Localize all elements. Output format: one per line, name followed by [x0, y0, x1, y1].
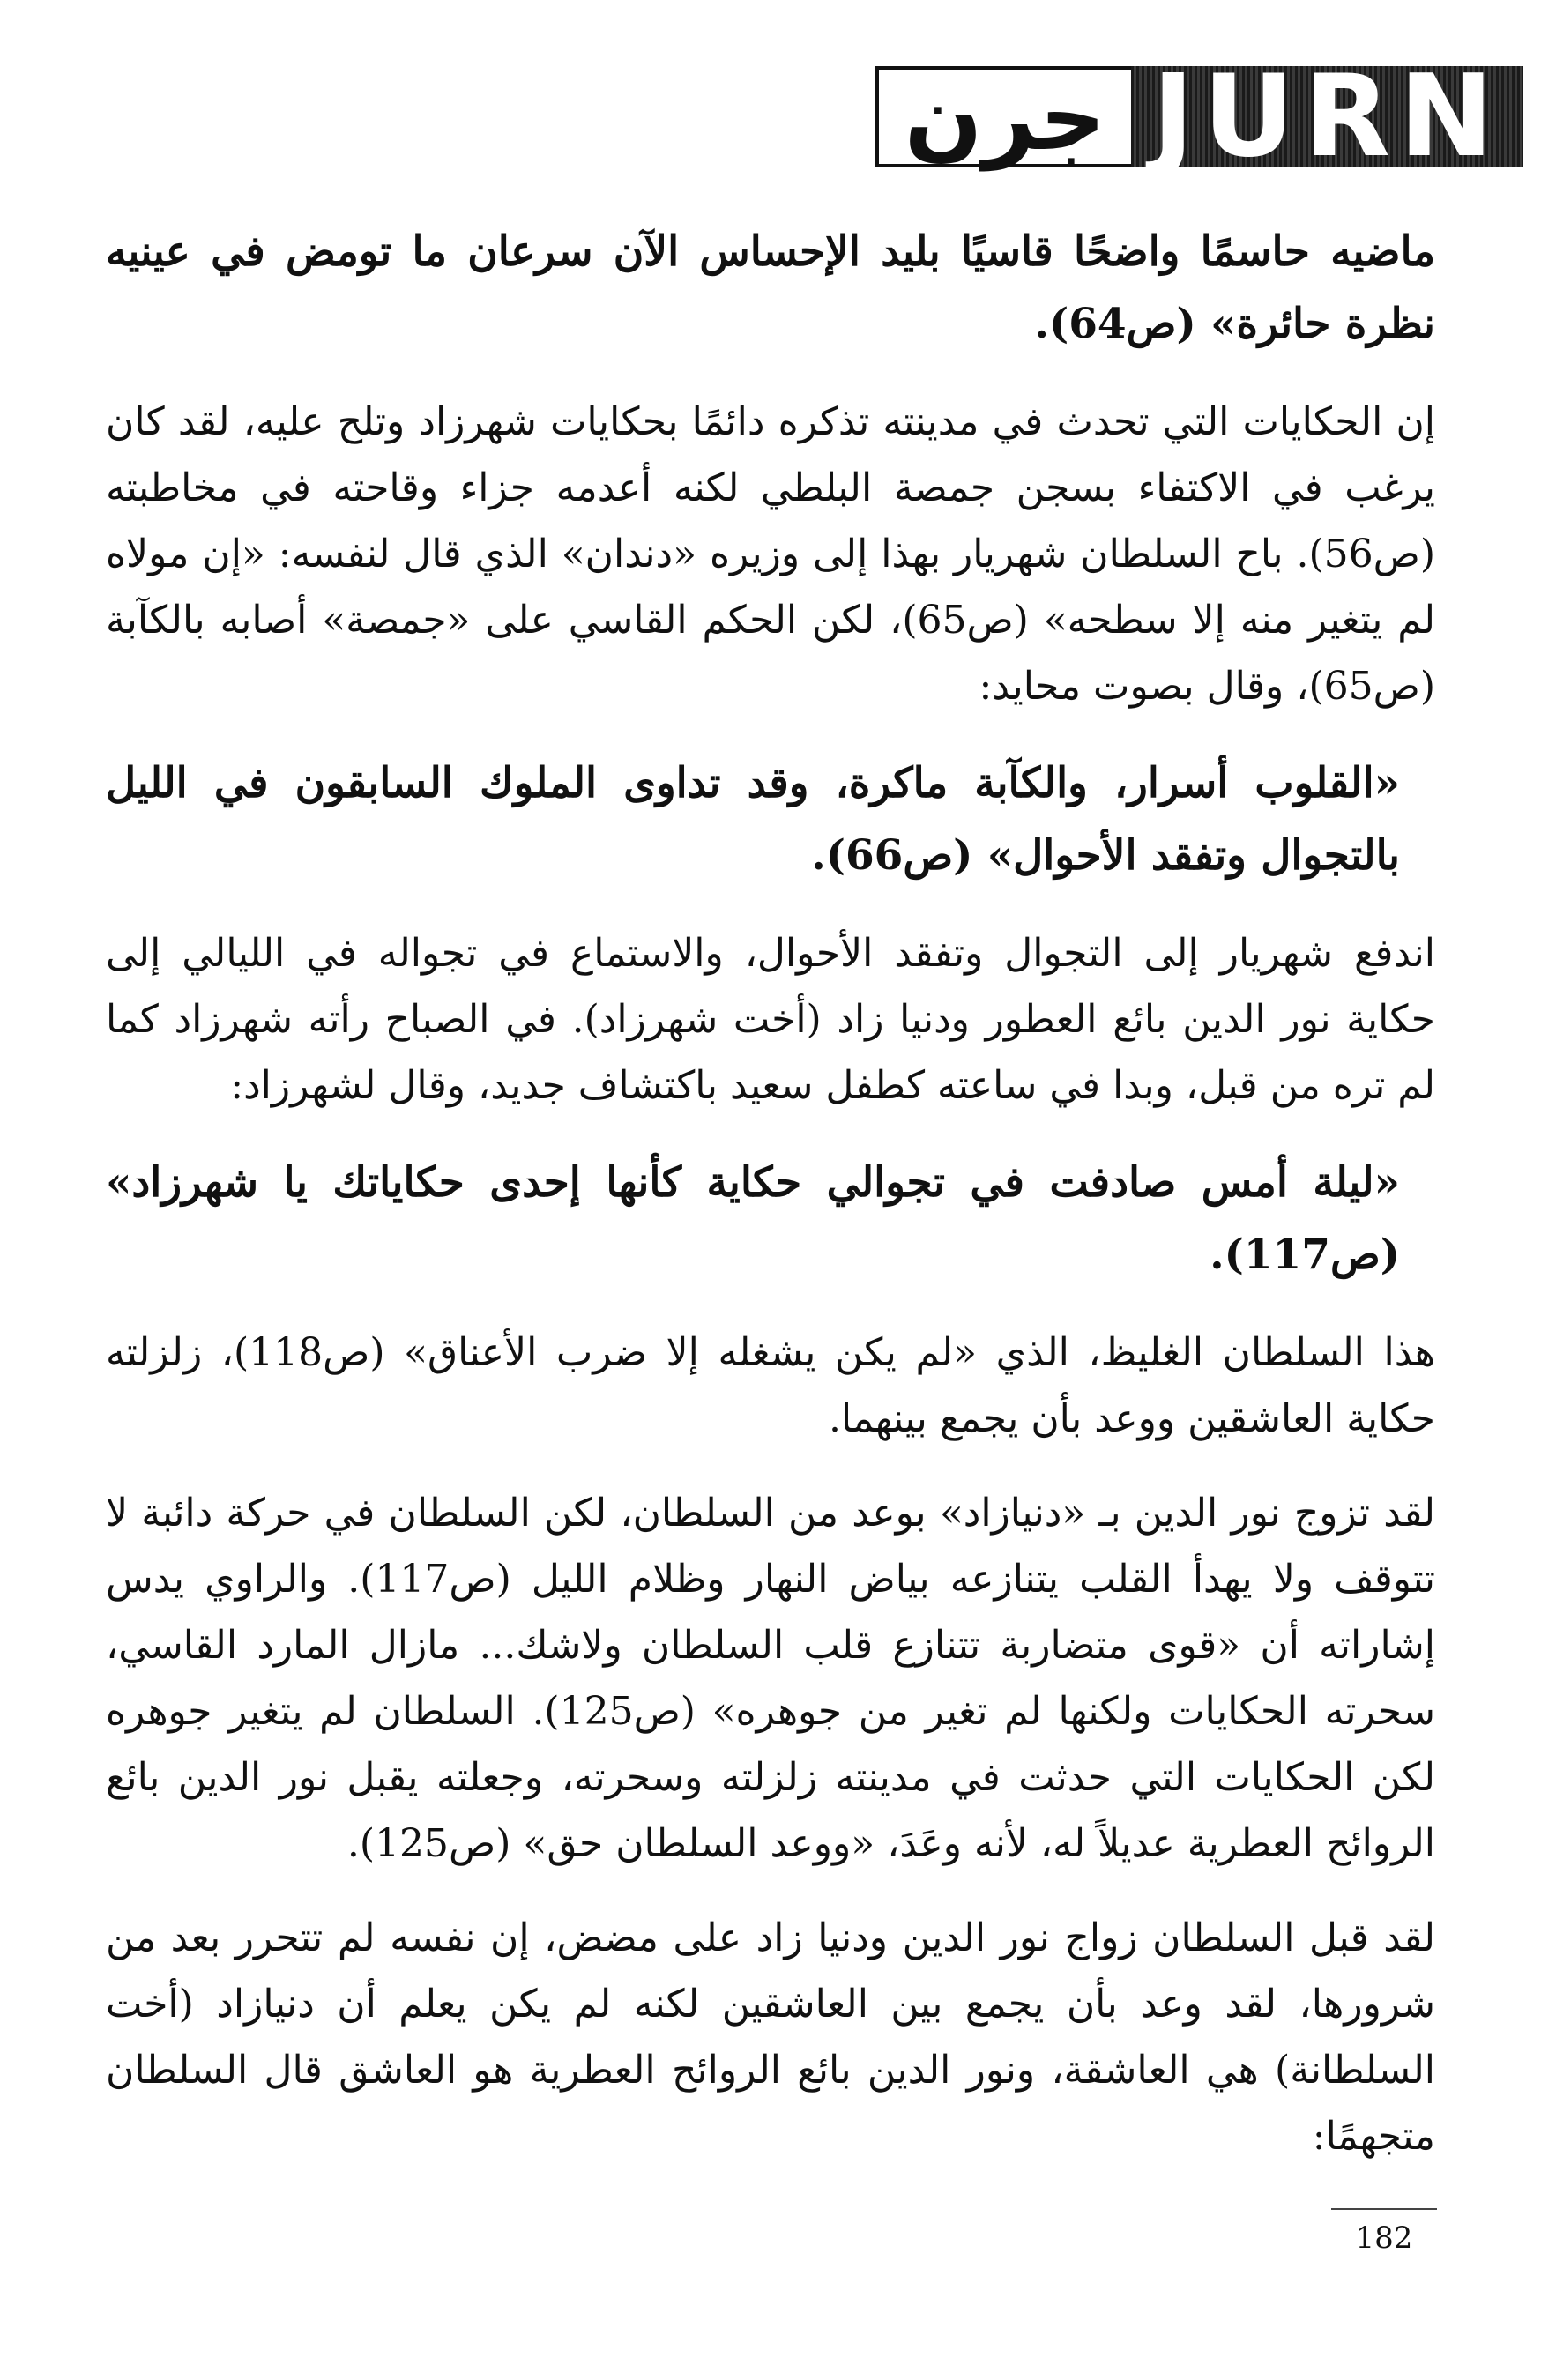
quote-block: «ليلة أمس صادفت في تجوالي حكاية كأنها إحدى حكاياتك يا شهرزاد» (ص117).	[106, 1158, 1400, 1279]
quote-block: ماضيه حاسمًا واضحًا قاسيًا بليد الإحساس الآن سرعان ما تومض في عينيه نظرة حائرة» (ص64).	[106, 227, 1435, 348]
page-body	[106, 216, 1435, 2198]
body-paragraph: إن الحكايات التي تحدث في مدينته تذكره دائمًا بحكايات شهرزاد وتلح عليه، لقد كان يرغب في الاكتفاء بسجن جمصة البلطي لكنه أعدمه جزاء وقاحته في مخاطبته (ص56). باح السلطان شهريار بهذا إلى وزيره «دندان» الذي قال لنفسه: «إن مولاه لم يتغير منه إلا سطحه» (ص65)، لكن الحكم القاسي على «جمصة» أصابه بالكآبة (ص65)، وقال بصوت محايد:	[106, 399, 1435, 709]
page-number: 182	[1331, 2208, 1437, 2256]
body-paragraph: اندفع شهريار إلى التجوال وتفقد الأحوال، والاستماع في تجواله في الليالي إلى حكاية نور الدين بائع العطور ودنيا زاد (أخت شهرزاد). في الصباح رأته شهرزاد كما لم تره من قبل، وبدا في ساعته كطفل سعيد باكتشاف جديد، وقال لشهرزاد:	[106, 931, 1435, 1108]
body-paragraph: لقد قبل السلطان زواج نور الدين ودنيا زاد على مضض، إن نفسه لم تتحرر بعد من شرورها، لقد وعد بأن يجمع بين العاشقين لكنه لم يكن يعلم أن دنيازاد (أخت السلطانة) هي العاشقة، ونور الدين بائع الروائح العطرية هو العاشق قال السلطان متجهمًا:	[106, 1915, 1435, 2159]
logo-latin-text: JURN	[1131, 66, 1523, 167]
quote-block: «القلوب أسرار، والكآبة ماكرة، وقد تداوى الملوك السابقون في الليل بالتجوال وتفقد الأحوال» (ص66).	[106, 759, 1400, 880]
body-paragraph: هذا السلطان الغليظ، الذي «لم يكن يشغله إلا ضرب الأعناق» (ص118)، زلزلته حكاية العاشقين ووعد بأن يجمع بينهما.	[106, 1330, 1435, 1441]
body-paragraph: لقد تزوج نور الدين بـ «دنيازاد» بوعد من السلطان، لكن السلطان في حركة دائبة لا تتوقف ولا يهدأ القلب يتنازعه بياض النهار وظلام الليل (ص117). والراوي يدس إشاراته أن «قوى متضاربة تتنازع قلب السلطان ولاشك... مازال المارد القاسي، سحرته الحكايات ولكنها لم تغير من جوهره» (ص125). السلطان لم يتغير جوهره لكن الحكايات التي حدثت في مدينته زلزلته وسحرته، وجعلته يقبل نور الدين بائع الروائح العطرية عديلاً له، لأنه وعَدَ، «ووعد السلطان حق» (ص125).	[106, 1491, 1436, 1866]
logo-arabic-text: جرن	[875, 66, 1131, 167]
masthead-logo	[875, 50, 1523, 182]
